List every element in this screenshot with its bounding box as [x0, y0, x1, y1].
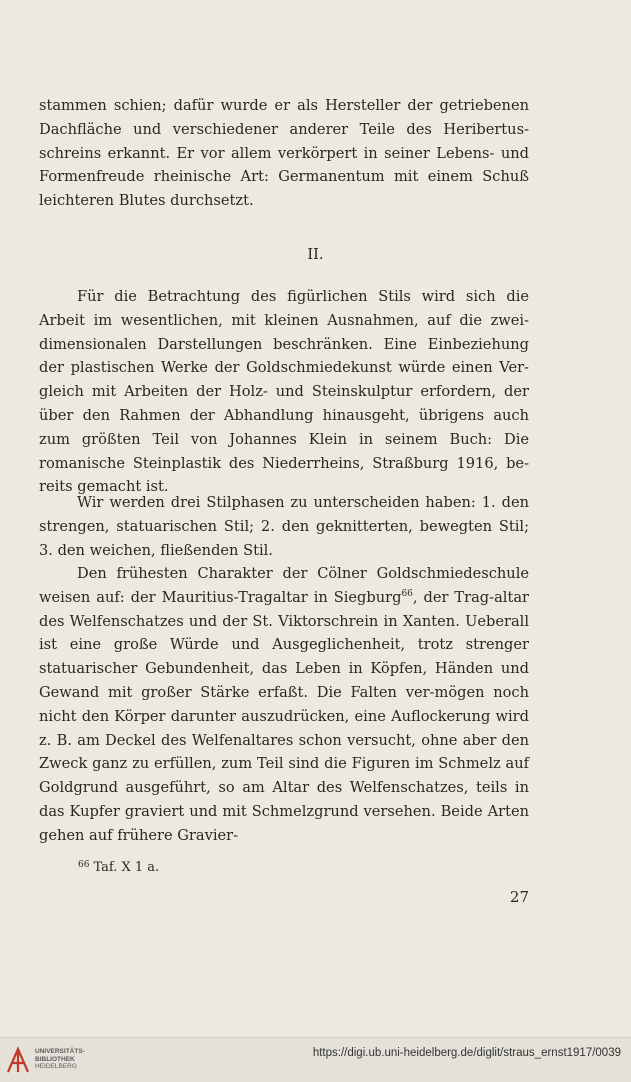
library-name-line-1: UNIVERSITÄTS-: [35, 1048, 85, 1055]
paragraph-4-rest: , der Trag-altar des Welfenschatzes und der St. Viktorschrein in Xanten. Ueberall ist eine große Würde und Ausgeglichenheit, trotz strenger statuarischer Gebundenheit, das Leben in Köpfen, Händen und Gewand mit großer Stärke erfaßt. Die Falten ver-mögen noch nicht den Körper darunter auszudrücken, eine Auflockerung wird z. B. am Deckel des Welfenaltares schon versucht, ohne aber den Zweck ganz zu erfüllen, zum Teil sind die Figuren im Schmelz auf Goldgrund ausgeführt, so am Altar des Welfenschatzes, teils in das Kupfer graviert und mit Schmelzgrund versehen. Beide Arten gehen auf frühere Gravier-: [39, 588, 529, 844]
paragraph-1: stammen schien; dafür wurde er als Hersteller der getriebenen Dachfläche und verschiedener anderer Teile des Heribertus-schreins erkannt. Er vor allem verkörpert in seiner Lebens- und Formenfreude rheinische Art: Germanentum mit einem Schuß leichteren Blutes durchsetzt.: [39, 97, 529, 210]
library-name-line-3: HEIDELBERG: [35, 1063, 77, 1070]
library-name-line-2: BIBLIOTHEK: [35, 1055, 75, 1063]
section-heading: II.: [307, 246, 324, 263]
viewer-footer: [0, 1037, 631, 1082]
page-number: 27: [509, 888, 529, 906]
footnote-text: Taf. X 1 a.: [93, 860, 160, 875]
footnote-number: 66: [78, 860, 90, 870]
permalink-url[interactable]: https://digi.ub.uni-heidelberg.de/diglit/straus_ernst1917/0039: [312, 1047, 621, 1059]
paragraph-4: [39, 562, 529, 848]
footnote-reference[interactable]: 66: [401, 588, 413, 599]
footnote: [78, 860, 159, 875]
paragraph-4-start: Den frühesten Charakter der Cölner Goldschmiedeschule weisen auf: der Mauritius-Tragaltar in Siegburg: [39, 565, 529, 606]
library-logo-icon: [5, 1046, 31, 1074]
library-name: [35, 1048, 85, 1071]
paragraph-3: Wir werden drei Stilphasen zu unterscheiden haben: 1. den strengen, statuarischen Stil; 2. den geknitterten, bewegten Stil; 3. den weichen, fließenden Stil.: [39, 494, 529, 559]
paragraph-2: Für die Betrachtung des figürlichen Stils wird sich die Arbeit im wesentlichen, mit kleinen Ausnahmen, auf die zwei-dimensionalen Darstellungen beschränken. Eine Einbeziehung der plastischen Werke der Goldschmiedekunst würde einen Ver-gleich mit Arbeiten der Holz- und Steinskulptur erfordern, der über den Rahmen der Abhandlung hinausgeht, übrigens auch zum größten Teil von Johannes Klein in seinem Buch: Die romanische Steinplastik des Niederrheins, Straßburg 1916, be-reits gemacht ist.: [39, 288, 529, 496]
